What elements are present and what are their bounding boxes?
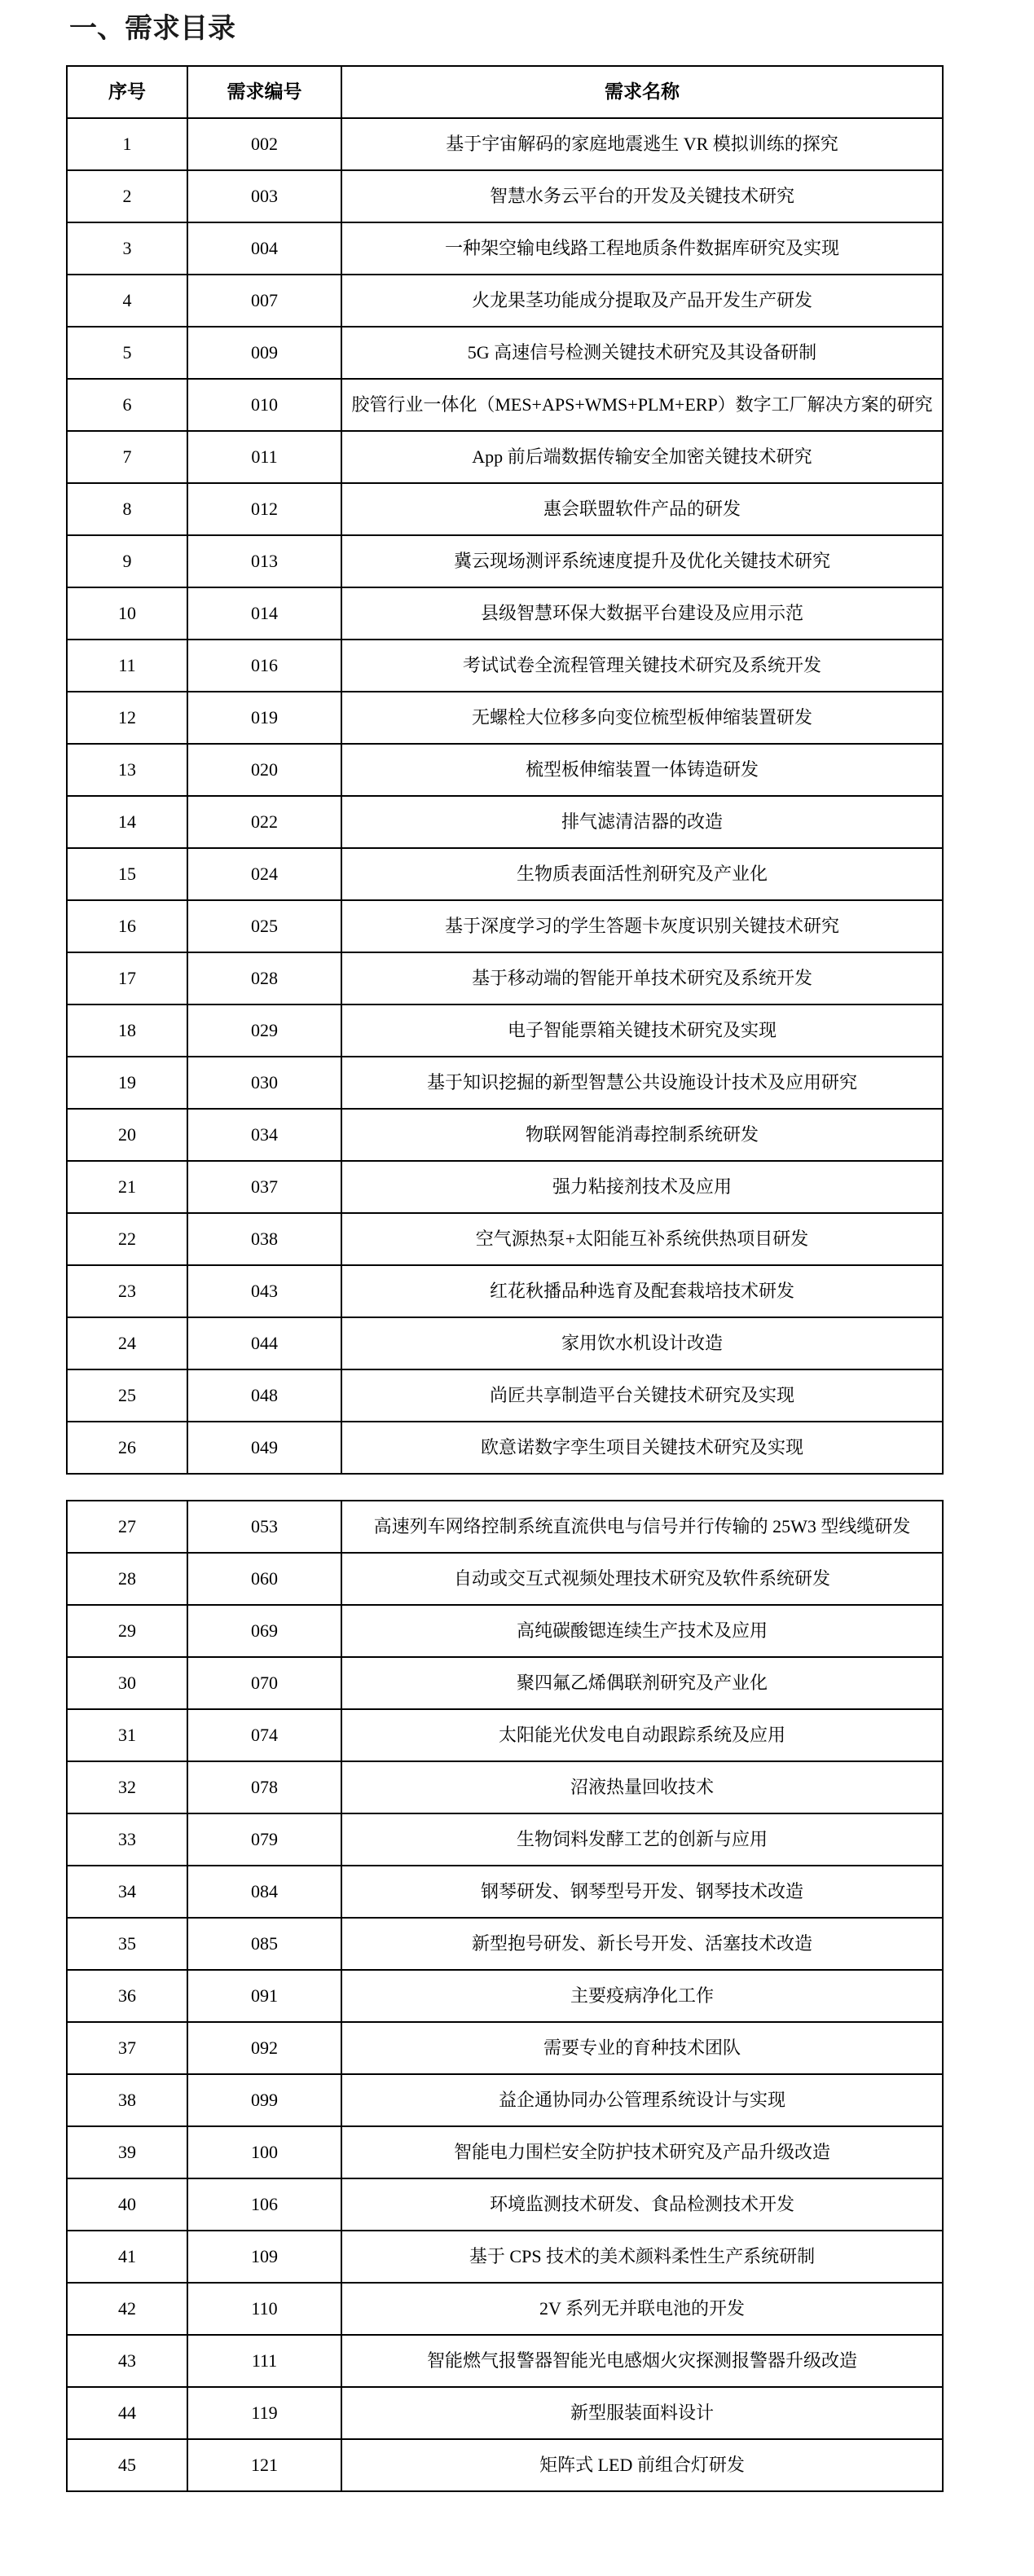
- table-row: [67, 2387, 943, 2439]
- serial-number-cell: 12: [67, 692, 187, 744]
- requirement-name-cell: 冀云现场测评系统速度提升及优化关键技术研究: [341, 535, 943, 587]
- table-row: [67, 483, 943, 535]
- requirement-name-cell: 火龙果茎功能成分提取及产品开发生产研发: [341, 275, 943, 327]
- requirement-name-cell: 太阳能光伏发电自动跟踪系统及应用: [341, 1709, 943, 1761]
- requirement-name-cell: 新型服装面料设计: [341, 2387, 943, 2439]
- table-row: [67, 2022, 943, 2074]
- table-row: [67, 796, 943, 848]
- serial-number-cell: 18: [67, 1004, 187, 1057]
- requirement-name-cell: 家用饮水机设计改造: [341, 1317, 943, 1369]
- requirement-code-cell: 092: [187, 2022, 341, 2074]
- requirement-code-cell: 020: [187, 744, 341, 796]
- serial-number-cell: 3: [67, 222, 187, 275]
- table-row: [67, 2231, 943, 2283]
- serial-number-cell: 45: [67, 2439, 187, 2491]
- requirement-name-cell: 生物饲料发酵工艺的创新与应用: [341, 1813, 943, 1866]
- requirement-name-cell: 主要疫病净化工作: [341, 1970, 943, 2022]
- table-row: [67, 1657, 943, 1709]
- serial-number-cell: 22: [67, 1213, 187, 1265]
- serial-number-cell: 25: [67, 1369, 187, 1422]
- serial-number-cell: 11: [67, 640, 187, 692]
- requirement-code-cell: 074: [187, 1709, 341, 1761]
- table-row: [67, 1970, 943, 2022]
- serial-number-cell: 42: [67, 2283, 187, 2335]
- requirement-code-cell: 078: [187, 1761, 341, 1813]
- requirement-code-cell: 053: [187, 1501, 341, 1553]
- table-row: [67, 275, 943, 327]
- requirement-name-cell: 基于移动端的智能开单技术研究及系统开发: [341, 952, 943, 1004]
- table-row: [67, 587, 943, 640]
- requirement-name-cell: 智能燃气报警器智能光电感烟火灾探测报警器升级改造: [341, 2335, 943, 2387]
- requirement-code-cell: 019: [187, 692, 341, 744]
- table-row: [67, 900, 943, 952]
- serial-number-cell: 1: [67, 118, 187, 170]
- requirement-code-cell: 110: [187, 2283, 341, 2335]
- serial-number-cell: 21: [67, 1161, 187, 1213]
- table-row: [67, 327, 943, 379]
- column-header-serial-number: 序号: [67, 66, 187, 118]
- serial-number-cell: 15: [67, 848, 187, 900]
- table-row: [67, 2074, 943, 2126]
- serial-number-cell: 38: [67, 2074, 187, 2126]
- requirement-name-cell: 基于深度学习的学生答题卡灰度识别关键技术研究: [341, 900, 943, 952]
- requirement-code-cell: 029: [187, 1004, 341, 1057]
- requirement-name-cell: 排气滤清洁器的改造: [341, 796, 943, 848]
- serial-number-cell: 29: [67, 1605, 187, 1657]
- requirement-name-cell: 需要专业的育种技术团队: [341, 2022, 943, 2074]
- requirement-name-cell: 县级智慧环保大数据平台建设及应用示范: [341, 587, 943, 640]
- requirement-name-cell: 益企通协同办公管理系统设计与实现: [341, 2074, 943, 2126]
- requirement-name-cell: 一种架空输电线路工程地质条件数据库研究及实现: [341, 222, 943, 275]
- table-row: [67, 952, 943, 1004]
- requirement-code-cell: 060: [187, 1553, 341, 1605]
- table-header-row: [67, 66, 943, 118]
- requirement-code-cell: 099: [187, 2074, 341, 2126]
- requirement-code-cell: 025: [187, 900, 341, 952]
- table-row: [67, 2283, 943, 2335]
- requirement-code-cell: 010: [187, 379, 341, 431]
- serial-number-cell: 40: [67, 2178, 187, 2231]
- table-row: [67, 170, 943, 222]
- requirement-name-cell: 新型抱号研发、新长号开发、活塞技术改造: [341, 1918, 943, 1970]
- serial-number-cell: 5: [67, 327, 187, 379]
- serial-number-cell: 28: [67, 1553, 187, 1605]
- table-row: [67, 1004, 943, 1057]
- serial-number-cell: 17: [67, 952, 187, 1004]
- requirement-code-cell: 024: [187, 848, 341, 900]
- serial-number-cell: 6: [67, 379, 187, 431]
- requirement-name-cell: 电子智能票箱关键技术研究及实现: [341, 1004, 943, 1057]
- serial-number-cell: 33: [67, 1813, 187, 1866]
- table-row: [67, 431, 943, 483]
- requirement-name-cell: App 前后端数据传输安全加密关键技术研究: [341, 431, 943, 483]
- requirement-name-cell: 强力粘接剂技术及应用: [341, 1161, 943, 1213]
- serial-number-cell: 43: [67, 2335, 187, 2387]
- requirement-name-cell: 2V 系列无并联电池的开发: [341, 2283, 943, 2335]
- serial-number-cell: 24: [67, 1317, 187, 1369]
- requirement-code-cell: 106: [187, 2178, 341, 2231]
- table-row: [67, 1501, 943, 1553]
- serial-number-cell: 23: [67, 1265, 187, 1317]
- requirement-code-cell: 085: [187, 1918, 341, 1970]
- requirements-table-section-2: [66, 1500, 944, 2492]
- serial-number-cell: 35: [67, 1918, 187, 1970]
- table-row: [67, 1709, 943, 1761]
- table-row: [67, 2439, 943, 2491]
- serial-number-cell: 41: [67, 2231, 187, 2283]
- requirement-code-cell: 038: [187, 1213, 341, 1265]
- requirement-name-cell: 基于宇宙解码的家庭地震逃生 VR 模拟训练的探究: [341, 118, 943, 170]
- requirement-code-cell: 048: [187, 1369, 341, 1422]
- requirement-name-cell: 惠会联盟软件产品的研发: [341, 483, 943, 535]
- requirement-name-cell: 高纯碳酸锶连续生产技术及应用: [341, 1605, 943, 1657]
- requirement-name-cell: 空气源热泵+太阳能互补系统供热项目研发: [341, 1213, 943, 1265]
- column-header-requirement-code: 需求编号: [187, 66, 341, 118]
- requirement-name-cell: 智能电力围栏安全防护技术研究及产品升级改造: [341, 2126, 943, 2178]
- requirement-code-cell: 079: [187, 1813, 341, 1866]
- table-body-section-1: [67, 118, 943, 1474]
- page-title: 一、需求目录: [69, 14, 235, 44]
- table-row: [67, 744, 943, 796]
- requirement-name-cell: 梳型板伸缩装置一体铸造研发: [341, 744, 943, 796]
- requirement-code-cell: 016: [187, 640, 341, 692]
- requirement-name-cell: 智慧水务云平台的开发及关键技术研究: [341, 170, 943, 222]
- serial-number-cell: 10: [67, 587, 187, 640]
- requirement-name-cell: 基于 CPS 技术的美术颜料柔性生产系统研制: [341, 2231, 943, 2283]
- table-row: [67, 1813, 943, 1866]
- requirement-name-cell: 无螺栓大位移多向变位梳型板伸缩装置研发: [341, 692, 943, 744]
- requirement-code-cell: 028: [187, 952, 341, 1004]
- table-row: [67, 2335, 943, 2387]
- serial-number-cell: 44: [67, 2387, 187, 2439]
- requirement-name-cell: 环境监测技术研发、食品检测技术开发: [341, 2178, 943, 2231]
- requirement-code-cell: 069: [187, 1605, 341, 1657]
- requirement-name-cell: 物联网智能消毒控制系统研发: [341, 1109, 943, 1161]
- table-row: [67, 1553, 943, 1605]
- requirement-code-cell: 121: [187, 2439, 341, 2491]
- requirement-code-cell: 084: [187, 1866, 341, 1918]
- table-row: [67, 118, 943, 170]
- requirement-code-cell: 034: [187, 1109, 341, 1161]
- requirement-name-cell: 矩阵式 LED 前组合灯研发: [341, 2439, 943, 2491]
- serial-number-cell: 37: [67, 2022, 187, 2074]
- requirement-code-cell: 012: [187, 483, 341, 535]
- serial-number-cell: 26: [67, 1422, 187, 1474]
- table-row: [67, 2178, 943, 2231]
- requirements-table-section-1: [66, 65, 944, 1475]
- serial-number-cell: 2: [67, 170, 187, 222]
- requirement-code-cell: 011: [187, 431, 341, 483]
- requirement-code-cell: 070: [187, 1657, 341, 1709]
- column-header-requirement-name: 需求名称: [341, 66, 943, 118]
- requirement-code-cell: 044: [187, 1317, 341, 1369]
- requirement-code-cell: 100: [187, 2126, 341, 2178]
- serial-number-cell: 19: [67, 1057, 187, 1109]
- serial-number-cell: 27: [67, 1501, 187, 1553]
- table-row: [67, 640, 943, 692]
- table-row: [67, 1422, 943, 1474]
- requirement-name-cell: 聚四氟乙烯偶联剂研究及产业化: [341, 1657, 943, 1709]
- requirement-code-cell: 009: [187, 327, 341, 379]
- requirement-code-cell: 022: [187, 796, 341, 848]
- serial-number-cell: 4: [67, 275, 187, 327]
- requirement-name-cell: 考试试卷全流程管理关键技术研究及系统开发: [341, 640, 943, 692]
- table-row: [67, 1109, 943, 1161]
- table-row: [67, 1918, 943, 1970]
- table-row: [67, 1265, 943, 1317]
- requirement-name-cell: 欧意诺数字孪生项目关键技术研究及实现: [341, 1422, 943, 1474]
- requirement-name-cell: 基于知识挖掘的新型智慧公共设施设计技术及应用研究: [341, 1057, 943, 1109]
- requirement-name-cell: 高速列车网络控制系统直流供电与信号并行传输的 25W3 型线缆研发: [341, 1501, 943, 1553]
- requirement-code-cell: 043: [187, 1265, 341, 1317]
- table-row: [67, 692, 943, 744]
- serial-number-cell: 7: [67, 431, 187, 483]
- table-row: [67, 379, 943, 431]
- serial-number-cell: 31: [67, 1709, 187, 1761]
- requirement-code-cell: 007: [187, 275, 341, 327]
- serial-number-cell: 32: [67, 1761, 187, 1813]
- table-row: [67, 1161, 943, 1213]
- serial-number-cell: 30: [67, 1657, 187, 1709]
- serial-number-cell: 9: [67, 535, 187, 587]
- serial-number-cell: 14: [67, 796, 187, 848]
- table-row: [67, 2126, 943, 2178]
- table-row: [67, 222, 943, 275]
- requirement-name-cell: 红花秋播品种选育及配套栽培技术研发: [341, 1265, 943, 1317]
- requirement-name-cell: 自动或交互式视频处理技术研究及软件系统研发: [341, 1553, 943, 1605]
- table-row: [67, 848, 943, 900]
- requirement-name-cell: 胶管行业一体化（MES+APS+WMS+PLM+ERP）数字工厂解决方案的研究: [341, 379, 943, 431]
- serial-number-cell: 8: [67, 483, 187, 535]
- serial-number-cell: 39: [67, 2126, 187, 2178]
- requirement-code-cell: 119: [187, 2387, 341, 2439]
- requirement-code-cell: 004: [187, 222, 341, 275]
- serial-number-cell: 16: [67, 900, 187, 952]
- requirement-code-cell: 091: [187, 1970, 341, 2022]
- serial-number-cell: 13: [67, 744, 187, 796]
- requirement-name-cell: 沼液热量回收技术: [341, 1761, 943, 1813]
- table-row: [67, 1605, 943, 1657]
- requirement-code-cell: 049: [187, 1422, 341, 1474]
- requirement-name-cell: 钢琴研发、钢琴型号开发、钢琴技术改造: [341, 1866, 943, 1918]
- table-row: [67, 1057, 943, 1109]
- requirement-code-cell: 002: [187, 118, 341, 170]
- requirement-code-cell: 013: [187, 535, 341, 587]
- table-row: [67, 1213, 943, 1265]
- requirement-name-cell: 尚匠共享制造平台关键技术研究及实现: [341, 1369, 943, 1422]
- requirement-code-cell: 037: [187, 1161, 341, 1213]
- table-row: [67, 535, 943, 587]
- serial-number-cell: 34: [67, 1866, 187, 1918]
- serial-number-cell: 36: [67, 1970, 187, 2022]
- table-row: [67, 1317, 943, 1369]
- requirement-code-cell: 030: [187, 1057, 341, 1109]
- requirement-code-cell: 014: [187, 587, 341, 640]
- table-row: [67, 1369, 943, 1422]
- requirement-code-cell: 111: [187, 2335, 341, 2387]
- table-row: [67, 1866, 943, 1918]
- requirement-code-cell: 003: [187, 170, 341, 222]
- serial-number-cell: 20: [67, 1109, 187, 1161]
- requirement-name-cell: 5G 高速信号检测关键技术研究及其设备研制: [341, 327, 943, 379]
- table-row: [67, 1761, 943, 1813]
- table-body-section-2: [67, 1501, 943, 2491]
- requirement-name-cell: 生物质表面活性剂研究及产业化: [341, 848, 943, 900]
- requirement-code-cell: 109: [187, 2231, 341, 2283]
